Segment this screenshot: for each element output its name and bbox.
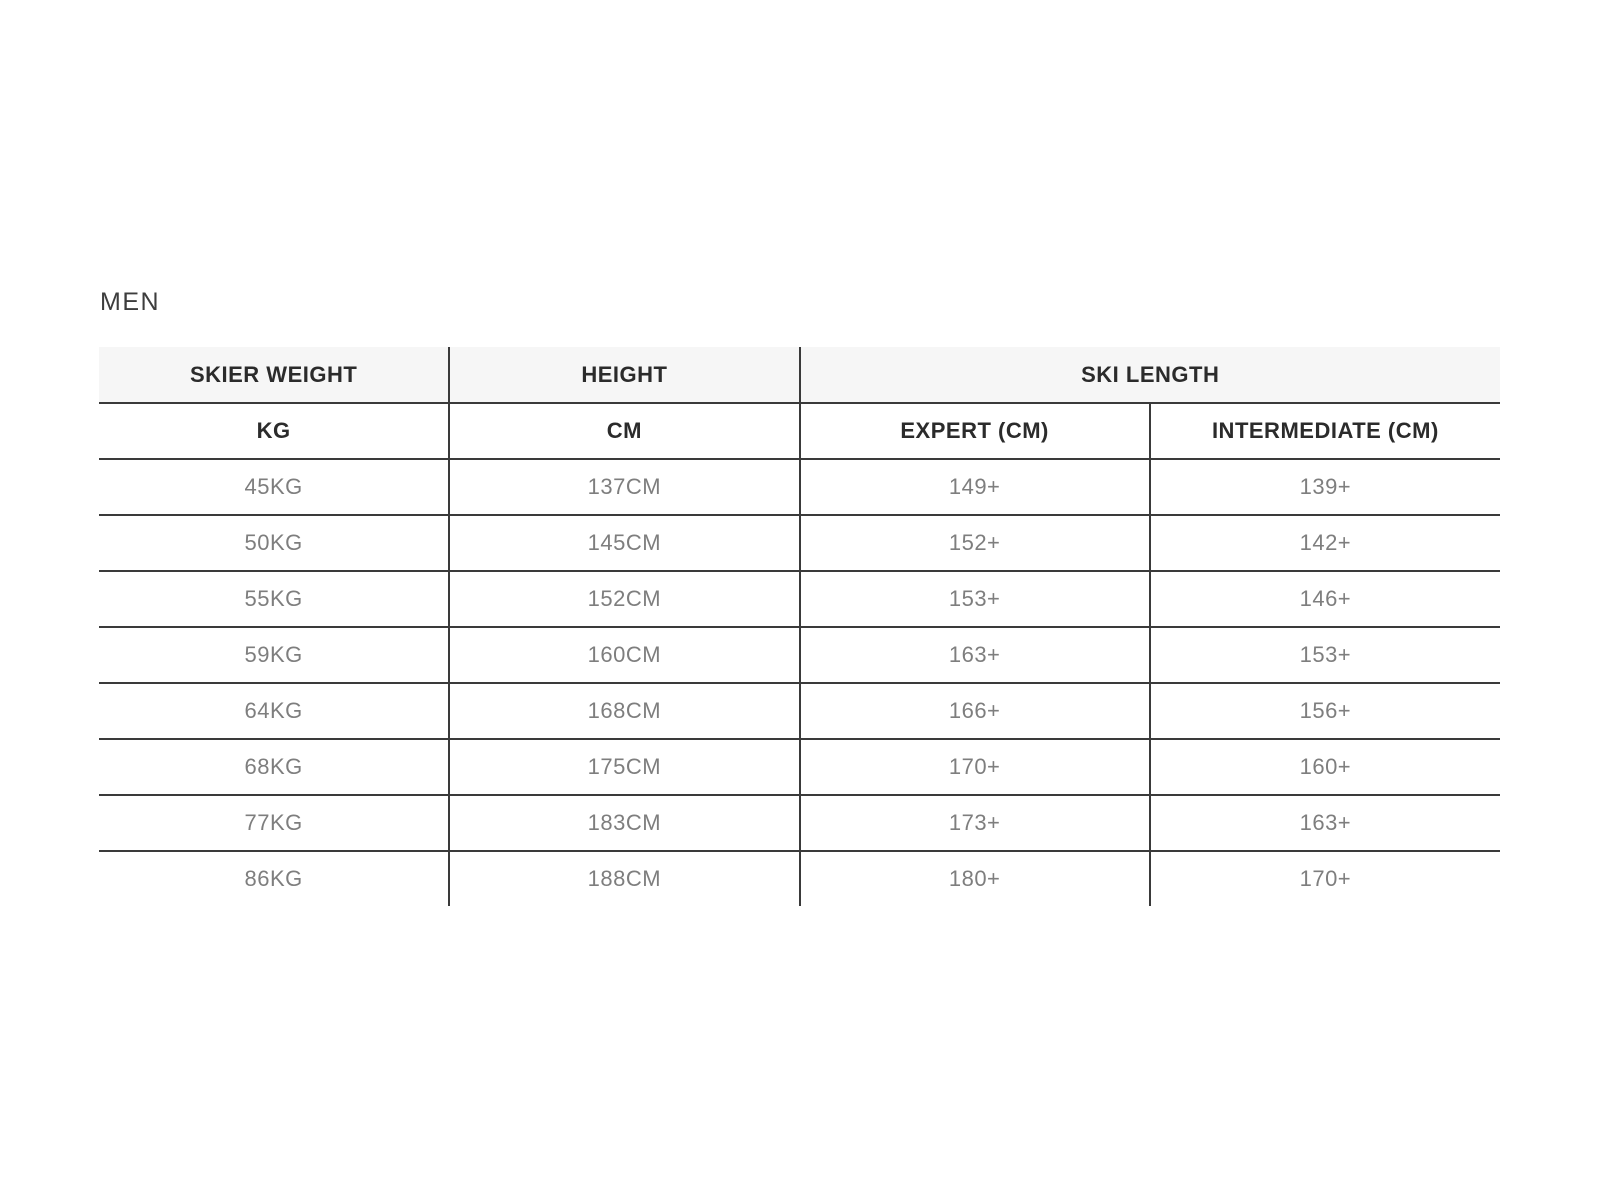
cell-weight: 64KG (99, 683, 449, 739)
table-row (99, 571, 1500, 627)
col-header-expert-cm: EXPERT (CM) (800, 403, 1150, 459)
table-row (99, 851, 1500, 906)
section-title: MEN (100, 288, 161, 316)
cell-expert-length: 163+ (800, 627, 1150, 683)
cell-height: 175CM (449, 739, 799, 795)
cell-intermediate-length: 170+ (1299, 866, 1352, 891)
cell-weight: 50KG (99, 515, 449, 571)
cell-intermediate-length: 142+ (1150, 515, 1500, 571)
table-row (99, 515, 1500, 571)
col-group-height: HEIGHT (449, 347, 799, 403)
cell-height: 188CM (449, 851, 799, 906)
cell-height: 145CM (449, 515, 799, 571)
cell-expert-length: 173+ (800, 795, 1150, 851)
cell-expert-length: 153+ (800, 571, 1150, 627)
cell-weight: 45KG (99, 459, 449, 515)
cell-weight: 59KG (99, 627, 449, 683)
table-row (99, 459, 1500, 515)
col-group-ski-length: SKI LENGTH (800, 347, 1501, 403)
table-row (99, 795, 1500, 851)
col-group-skier-weight: SKIER WEIGHT (99, 347, 449, 403)
col-header-cm: CM (449, 403, 799, 459)
table-row (99, 739, 1500, 795)
table-row (99, 683, 1500, 739)
cell-intermediate-length: 156+ (1150, 683, 1500, 739)
cell-expert-length: 180+ (800, 851, 1150, 906)
cell-intermediate-length: 153+ (1150, 627, 1500, 683)
cell-height: 152CM (449, 571, 799, 627)
cell-intermediate-length: 139+ (1150, 459, 1500, 515)
cell-weight: 86KG (99, 851, 449, 906)
cell-weight: 55KG (99, 571, 449, 627)
cell-expert-length: 149+ (800, 459, 1150, 515)
cell-height: 160CM (449, 627, 799, 683)
cell-intermediate-length: 146+ (1150, 571, 1500, 627)
cell-expert-length: 170+ (800, 739, 1150, 795)
col-header-kg: KG (99, 403, 449, 459)
ski-size-chart-table (99, 347, 1500, 906)
cell-weight: 68KG (99, 739, 449, 795)
cell-height: 183CM (449, 795, 799, 851)
cell-height: 168CM (449, 683, 799, 739)
col-header-intermediate-cm: INTERMEDIATE (CM) (1150, 403, 1500, 459)
cell-height: 137CM (449, 459, 799, 515)
cell-weight: 77KG (99, 795, 449, 851)
cell-intermediate-length: 160+ (1150, 739, 1500, 795)
cell-intermediate-length: 163+ (1150, 795, 1500, 851)
cell-expert-length: 166+ (800, 683, 1150, 739)
header-sub-row (99, 403, 1500, 459)
header-group-row (99, 347, 1500, 403)
table-row (99, 627, 1500, 683)
cell-expert-length: 152+ (800, 515, 1150, 571)
